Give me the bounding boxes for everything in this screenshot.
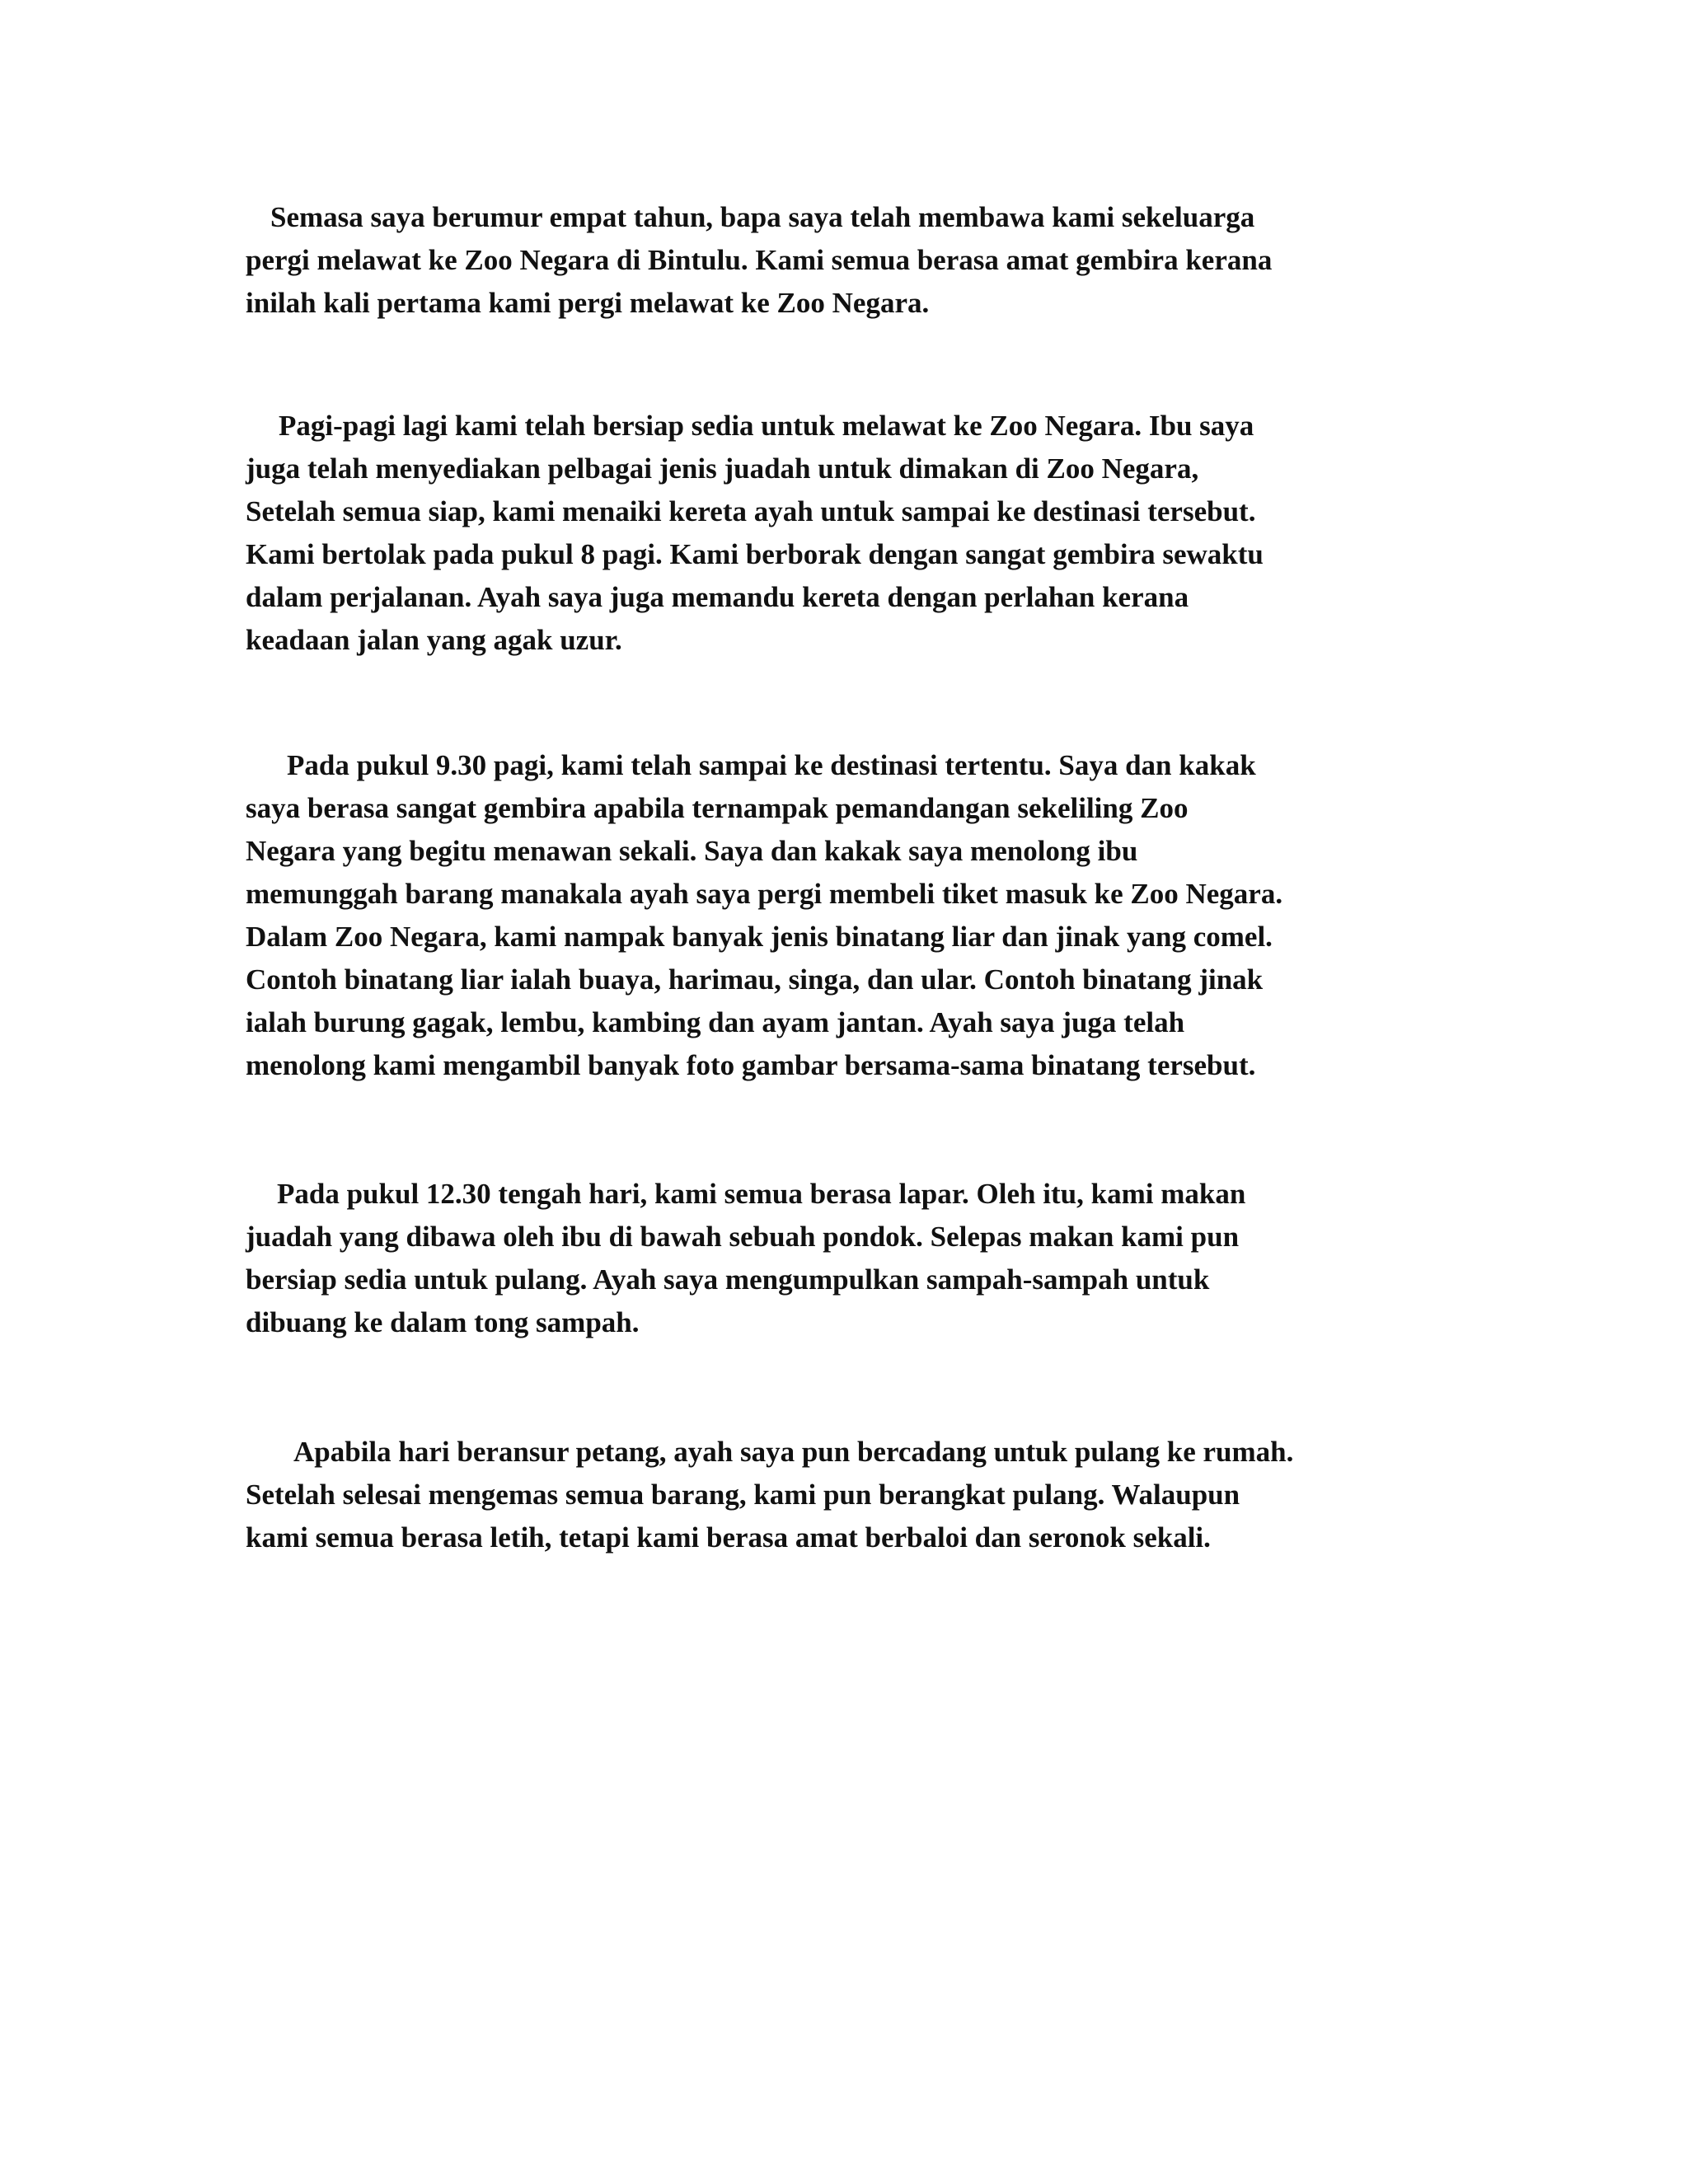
paragraph-line: saya berasa sangat gembira apabila ternampak pemandangan sekeliling Zoo (246, 792, 1189, 824)
paragraph-line: bersiap sedia untuk pulang. Ayah saya mengumpulkan sampah-sampah untuk (246, 1263, 1210, 1296)
paragraph-line: Semasa saya berumur empat tahun, bapa saya telah membawa kami sekeluarga (270, 201, 1255, 233)
paragraph-line: ialah burung gagak, lembu, kambing dan ayam jantan. Ayah saya juga telah (246, 1006, 1185, 1038)
paragraph-1 (246, 196, 1449, 325)
paragraph-line: menolong kami mengambil banyak foto gambar bersama-sama binatang tersebut. (246, 1049, 1256, 1081)
paragraph-line: Setelah semua siap, kami menaiki kereta ayah untuk sampai ke destinasi tersebut. (246, 495, 1256, 527)
paragraph-line: dibuang ke dalam tong sampah. (246, 1306, 640, 1338)
paragraph-line: Apabila hari beransur petang, ayah saya pun bercadang untuk pulang ke rumah. (293, 1436, 1294, 1468)
paragraph-line: Contoh binatang liar ialah buaya, harimau, singa, dan ular. Contoh binatang jinak (246, 963, 1264, 996)
paragraph-line: kami semua berasa letih, tetapi kami berasa amat berbaloi dan seronok sekali. (246, 1521, 1211, 1554)
paragraph-line: keadaan jalan yang agak uzur. (246, 624, 622, 656)
paragraph-3 (246, 744, 1449, 1087)
paragraph-line: pergi melawat ke Zoo Negara di Bintulu. Kami semua berasa amat gembira kerana (246, 244, 1273, 276)
paragraph-line: inilah kali pertama kami pergi melawat ke Zoo Negara. (246, 287, 930, 319)
paragraph-line: dalam perjalanan. Ayah saya juga memandu kereta dengan perlahan kerana (246, 581, 1189, 613)
paragraph-2 (246, 405, 1449, 662)
paragraph-line: Setelah selesai mengemas semua barang, kami pun berangkat pulang. Walaupun (246, 1479, 1240, 1511)
paragraph-line: Kami bertolak pada pukul 8 pagi. Kami berborak dengan sangat gembira sewaktu (246, 538, 1264, 570)
paragraph-line: juadah yang dibawa oleh ibu di bawah sebuah pondok. Selepas makan kami pun (246, 1221, 1240, 1253)
paragraph-5 (246, 1431, 1449, 1559)
paragraph-line: memunggah barang manakala ayah saya pergi membeli tiket masuk ke Zoo Negara. (246, 878, 1283, 910)
paragraph-line: juga telah menyediakan pelbagai jenis juadah untuk dimakan di Zoo Negara, (246, 452, 1199, 485)
paragraph-line: Pagi-pagi lagi kami telah bersiap sedia untuk melawat ke Zoo Negara. Ibu saya (279, 410, 1254, 442)
paragraph-line: Negara yang begitu menawan sekali. Saya dan kakak saya menolong ibu (246, 835, 1138, 867)
paragraph-line: Pada pukul 9.30 pagi, kami telah sampai ke destinasi tertentu. Saya dan kakak (287, 749, 1256, 781)
paragraph-4 (246, 1173, 1449, 1344)
paragraph-line: Pada pukul 12.30 tengah hari, kami semua berasa lapar. Oleh itu, kami makan (277, 1178, 1246, 1210)
paragraph-line: Dalam Zoo Negara, kami nampak banyak jenis binatang liar dan jinak yang comel. (246, 921, 1273, 953)
